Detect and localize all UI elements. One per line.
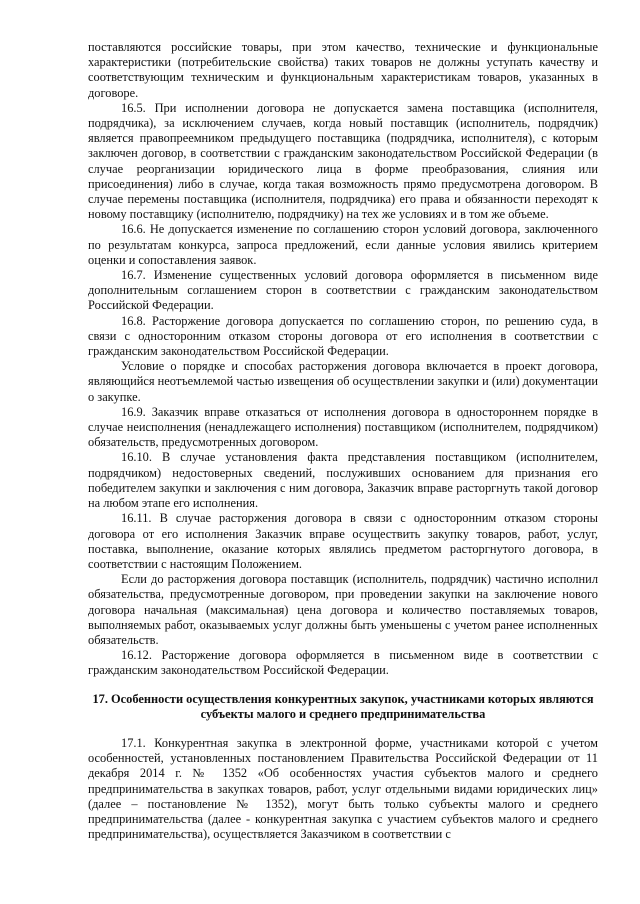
paragraph-partial-performance: Если до расторжения договора поставщик (исполнитель, подрядчик) частично исполнил обязательства, предусмотренные договором, при проведении закупки на заключение нового договора начальная (максимальная) цена договора и количество поставляемых товаров, выполняемых работ, оказываемых услуг должны быть уменьшены с учетом ранее исполненных обязательств.: [88, 572, 598, 647]
paragraph-16-7: 16.7. Изменение существенных условий договора оформляется в письменном виде дополнительным соглашением сторон в соответствии с гражданским законодательством Российской Федерации.: [88, 268, 598, 313]
paragraph-16-5: 16.5. При исполнении договора не допускается замена поставщика (исполнителя, подрядчика), за исключением случаев, когда новый поставщик (исполнитель, подрядчик) является правопреемником предыдущего поставщика (подрядчика, исполнителя), с которым заключен договор, в соответствии с гражданским законодательством Российской Федерации (в случае реорганизации юридического лица в форме преобразования, слияния или присоединения) либо в случае, когда такая возможность прямо предусмотрена договором. В случае перемены поставщика (исполнителя, подрядчика) его права и обязанности переходят к новому поставщику (исполнителю, подрядчику) на тех же условиях и в том же объеме.: [88, 100, 598, 222]
section-17-heading: 17. Особенности осуществления конкурентных закупок, участниками которых являются субъекты малого и среднего предпринимательства: [92, 691, 594, 721]
paragraph-16-9: 16.9. Заказчик вправе отказаться от исполнения договора в одностороннем порядке в случае неисполнения (ненадлежащего исполнения) поставщиком (исполнителем, подрядчиком) обязательств, предусмотренных договором.: [88, 404, 598, 450]
paragraph-16-6: 16.6. Не допускается изменение по соглашению сторон условий договора, заключенного по результатам конкурса, запроса предложений, если данные условия явились критерием оценки и сопоставления заявок.: [88, 222, 598, 267]
paragraph-continuation: поставляются российские товары, при этом качество, технические и функциональные характеристики (потребительские свойства) таких товаров не должны уступать качеству и соответствующим техническим и функциональным характеристикам товаров, указанных в договоре.: [88, 40, 598, 100]
paragraph-17-1: 17.1. Конкурентная закупка в электронной форме, участниками которой с учетом особенностей, установленных постановлением Правительства Российской Федерации от 11 декабря 2014 г. № 1352 «Об особенностях участия субъектов малого и среднего предпринимательства в закупках товаров, работ, услуг отдельными видами юридических лиц» (далее – постановление № 1352), могут быть только субъекты малого и среднего предпринимательства (далее - конкурентная закупка с участием субъектов малого и среднего предпринимательства), осуществляется Заказчиком в соответствии с: [88, 735, 598, 842]
paragraph-16-10: 16.10. В случае установления факта представления поставщиком (исполнителем, подрядчиком) недостоверных сведений, послуживших основанием для признания его победителем закупки и заключения с ним договора, Заказчик вправе расторгнуть такой договор на любом этапе его исполнения.: [88, 450, 598, 511]
paragraph-termination-conditions: Условие о порядке и способах расторжения договора включается в проект договора, являющийся неотъемлемой частью извещения об осуществлении закупки и (или) документации о закупке.: [88, 359, 598, 404]
paragraph-16-8: 16.8. Расторжение договора допускается по соглашению сторон, по решению суда, в связи с односторонним отказом стороны договора от его исполнения в соответствии с гражданским законодательством Российской Федерации.: [88, 313, 598, 359]
paragraph-16-11: 16.11. В случае расторжения договора в связи с односторонним отказом стороны договора от его исполнения Заказчик вправе осуществить закупку товаров, работ, услуг, поставка, выполнение, оказание которых являлись предметом расторгнутого договора, в соответствии с настоящим Положением.: [88, 511, 598, 571]
document-page: [88, 40, 598, 842]
paragraph-16-12: 16.12. Расторжение договора оформляется в письменном виде в соответствии с гражданским законодательством Российской Федерации.: [88, 648, 598, 678]
